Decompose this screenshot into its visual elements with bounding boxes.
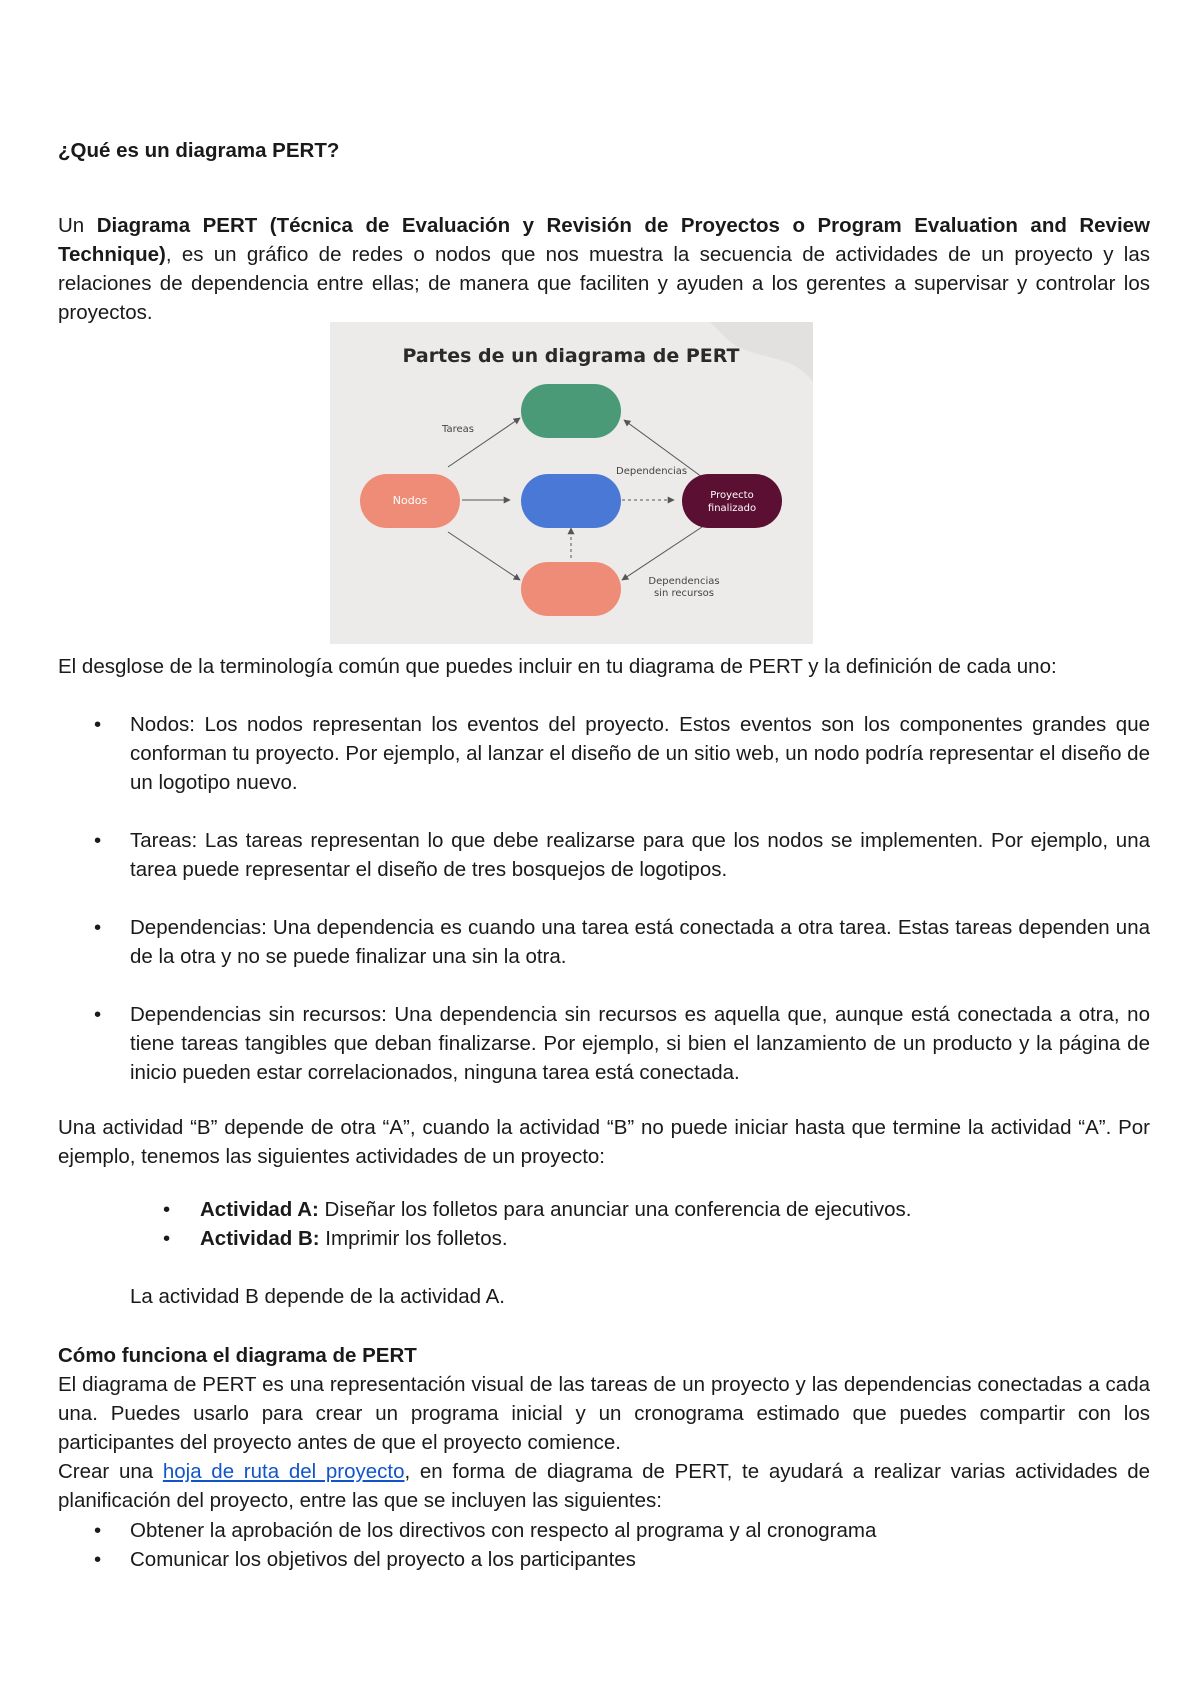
intro-bold-term: Diagrama PERT (Técnica de Evaluación y Revisión de Proyectos o Program Evaluation and Review Technique) [58,214,1150,266]
activities-list [58,1195,911,1253]
figure-title: Partes de un diagrama de PERT [402,345,740,367]
term-text: Tareas: Las tareas representan lo que debe realizarse para que los nodos se implementen. Por ejemplo, una tarea puede representar el diseño de tres bosquejos de logotipos. [130,829,1150,881]
bullet-icon: • [94,916,102,939]
how-p2-rest: , en forma de diagrama de PERT, te ayudará a realizar varias actividades de planificación del proyecto, entre las que se incluyen las siguientes: [58,1460,1151,1512]
label-dependencias: Dependencias [616,466,688,477]
planning-item-text: Obtener la aprobación de los directivos con respecto al programa y al cronograma [130,1519,877,1542]
list-item [58,1545,876,1574]
activity-label: Actividad B: [200,1227,320,1250]
label-proyecto: Proyecto [710,490,754,501]
intro-rest: , es un gráfico de redes o nodos que nos muestra la secuencia de actividades de un proyecto y las relaciones de dependencia entre ellas; de manera que faciliten y ayuden a los gerentes a supervisar y controlar los proyectos. [58,243,1150,324]
list-item [58,1516,876,1545]
node-salmon-bottom [521,562,621,616]
planning-list [58,1516,876,1574]
list-item [58,1224,911,1253]
desglose-paragraph: El desglose de la terminología común que puedes incluir en tu diagrama de PERT y la definición de cada uno: [58,655,1057,678]
how-section-text [58,1370,1150,1515]
label-tareas: Tareas [442,424,474,435]
label-finalizado: finalizado [707,503,757,514]
label-sin-recursos-line2: sin recursos [653,588,715,599]
list-item [58,1000,1150,1087]
activity-label: Actividad A: [200,1198,319,1221]
node-proyecto-finalizado [682,474,782,528]
how-paragraph-2 [58,1457,1150,1515]
node-green [521,384,621,438]
bullet-icon: • [163,1198,171,1221]
activity-text: Diseñar los folletos para anunciar una conferencia de ejecutivos. [318,1198,912,1221]
bullet-icon: • [94,1519,102,1542]
how-paragraph-1: El diagrama de PERT es una representación visual de las tareas de un proyecto y las dependencias conectadas a cada una. Puedes usarlo para crear un programa inicial y un cronograma estimado que puedes compartir con los participantes del proyecto antes de que el proyecto comience. [58,1373,1150,1454]
activity-text: Imprimir los folletos. [319,1227,508,1250]
list-item [58,826,1150,884]
list-item [58,710,1150,797]
term-text: Nodos: Los nodos representan los eventos del proyecto. Estos eventos son los componentes grandes que conforman tu proyecto. Por ejemplo, al lanzar el diseño de un sitio web, un nodo podría representar el diseño de un logotipo nuevo. [130,713,1150,794]
node-blue [521,474,621,528]
label-nodos: Nodos [392,494,428,507]
term-text: Dependencias: Una dependencia es cuando una tarea está conectada a otra tarea. Estas tareas dependen una de la otra y no se puede finalizar una sin la otra. [130,916,1150,968]
how-p2-prefix: Crear una [58,1460,163,1483]
terms-list [58,710,1150,1087]
planning-item-text: Comunicar los objetivos del proyecto a los participantes [130,1548,636,1571]
bullet-icon: • [94,713,102,736]
intro-prefix: Un [58,214,97,237]
depends-paragraph: Una actividad “B” depende de otra “A”, cuando la actividad “B” no puede iniciar hasta que termine la actividad “A”. Por ejemplo, tenemos las siguientes actividades de un proyecto: [58,1116,1150,1168]
list-item [58,1195,911,1224]
bullet-icon: • [163,1227,171,1250]
pert-diagram-figure [330,322,813,644]
list-item [58,913,1150,971]
conclusion-paragraph: La actividad B depende de la actividad A. [130,1285,505,1308]
bullet-icon: • [94,1548,102,1571]
bullet-icon: • [94,1003,102,1026]
bullet-icon: • [94,829,102,852]
label-sin-recursos-line1: Dependencias [648,576,720,587]
intro-paragraph [58,211,1150,327]
term-text: Dependencias sin recursos: Una dependencia sin recursos es aquella que, aunque está conectada a otra, no tiene tareas tangibles que deban finalizarse. Por ejemplo, si bien el lanzamiento de un producto y la página de inicio pueden estar correlacionados, ninguna tarea está conectada. [130,1003,1150,1084]
hoja-de-ruta-link[interactable]: hoja de ruta del proyecto [162,1460,405,1483]
section-heading: Cómo funciona el diagrama de PERT [58,1344,417,1367]
page-title: ¿Qué es un diagrama PERT? [58,139,340,162]
